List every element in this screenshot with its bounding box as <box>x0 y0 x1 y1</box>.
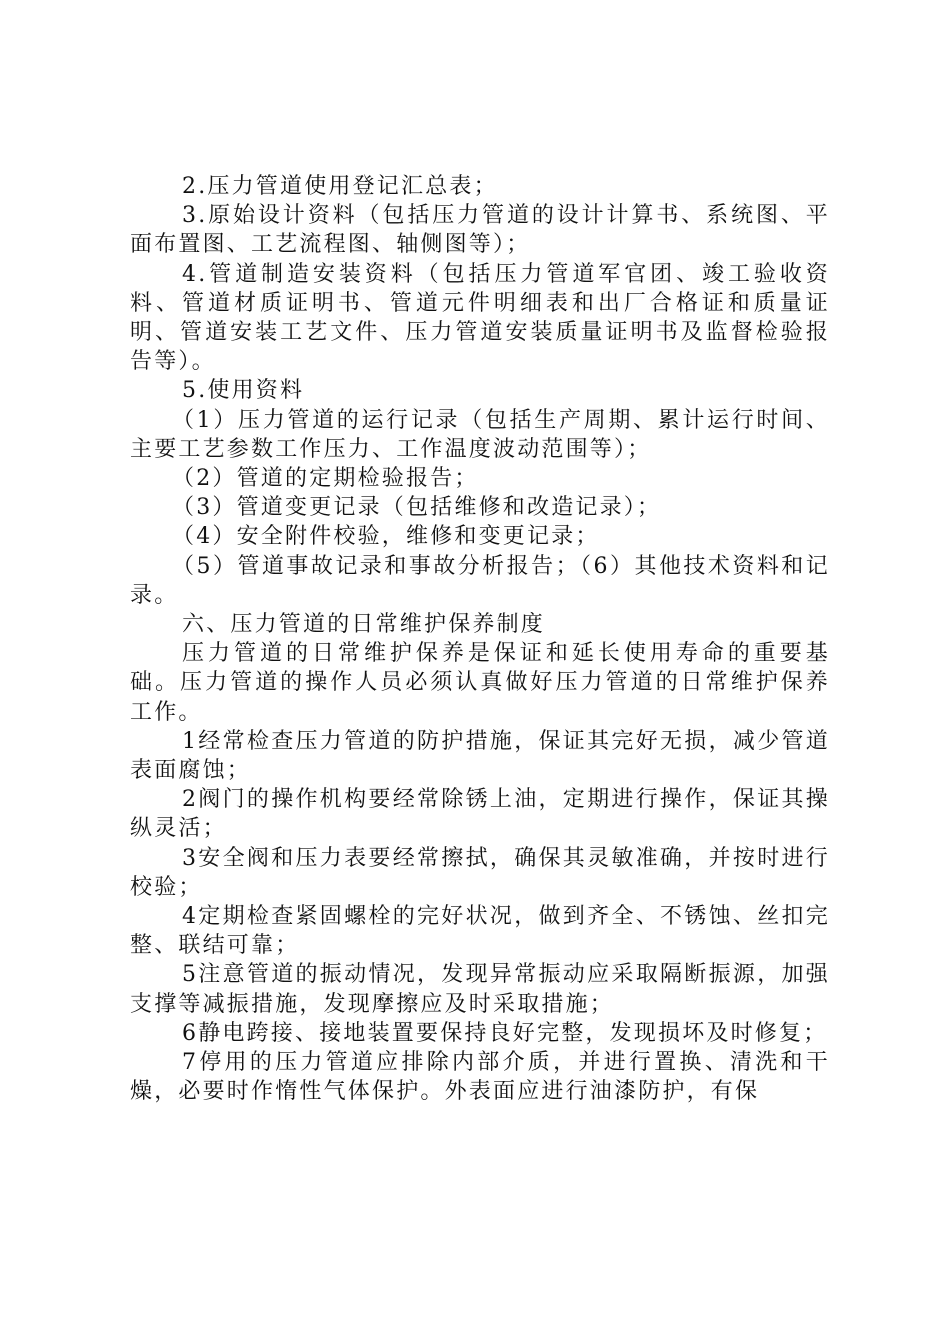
section-heading-six: 六、压力管道的日常维护保养制度 <box>182 612 546 638</box>
paragraph-maintenance-1: 1经常检查压力管道的防护措施，保证其完好无损，减少管道表面腐蚀； <box>130 728 830 784</box>
paragraph-item-5: 5.使用资料 <box>182 378 305 404</box>
paragraph-maintenance-2: 2阀门的操作机构要经常除锈上油，定期进行操作，保证其操纵灵活； <box>130 787 830 842</box>
paragraph-subitem-5-6: （5）管道事故记录和事故分析报告；（6）其他技术资料和记录。 <box>130 553 830 608</box>
document-page <box>130 172 830 1107</box>
paragraph-maintenance-4: 4定期检查紧固螺栓的完好状况，做到齐全、不锈蚀、丝扣完整、联结可靠； <box>130 904 830 959</box>
paragraph-maintenance-6: 6静电跨接、接地装置要保持良好完整，发现损坏及时修复； <box>182 1020 828 1046</box>
paragraph-maintenance-5: 5注意管道的振动情况，发现异常振动应采取隔断振源，加强支撑等减振措施，发现摩擦应及时采取措施； <box>130 962 830 1017</box>
paragraph-subitem-1: （1）压力管道的运行记录（包括生产周期、累计运行时间、主要工艺参数工作压力、工作温度波动范围等）； <box>130 407 830 462</box>
paragraph-item-2: 2.压力管道使用登记汇总表； <box>182 174 498 199</box>
paragraph-maintenance-3: 3安全阀和压力表要经常擦拭，确保其灵敏准确，并按时进行校验； <box>130 845 830 900</box>
paragraph-subitem-2: （2）管道的定期检验报告； <box>172 466 479 492</box>
paragraph-maintenance-intro: 压力管道的日常维护保养是保证和延长使用寿命的重要基础。压力管道的操作人员必须认真做好压力管道的日常维护保养工作。 <box>130 641 830 725</box>
paragraph-item-4: 4.管道制造安装资料（包括压力管道军官团、竣工验收资料、管道材质证明书、管道元件明细表和出厂合格证和质量证明、管道安装工艺文件、压力管道安装质量证明书及监督检验报告等）。 <box>130 261 830 375</box>
paragraph-maintenance-7: 7停用的压力管道应排除内部介质，并进行置换、清洗和干燥，必要时作惰性气体保护。外表面应进行油漆防护，有保 <box>130 1050 830 1105</box>
paragraph-item-3: 3.原始设计资料（包括压力管道的设计计算书、系统图、平面布置图、工艺流程图、轴侧图等）； <box>130 203 830 258</box>
paragraph-subitem-4: （4）安全附件校验，维修和变更记录； <box>172 524 600 550</box>
paragraph-subitem-3: （3）管道变更记录（包括维修和改造记录）； <box>172 495 662 521</box>
